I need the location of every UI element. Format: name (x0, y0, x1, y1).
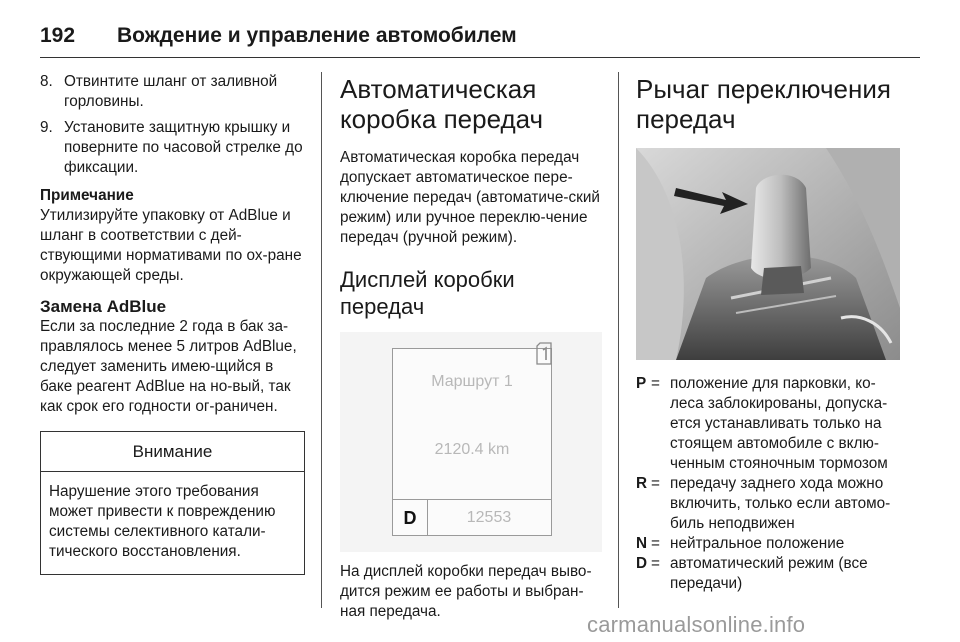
display-distance: 2120.4 km (434, 441, 510, 458)
note-text: Утилизируйте упаковку от AdBlue и шланг в соответствии с дей-ствующими нормативами по ох-ране окружающей среды. (40, 207, 302, 284)
note-title: Примечание (40, 187, 134, 204)
step-text: Отвинтите шланг от заливной горловины. (64, 73, 278, 110)
column-2 (340, 72, 602, 622)
figure-caption: На дисплей коробки передач выво-дится режим ее работы и выбран-ная передача. (340, 563, 592, 620)
display-screen (392, 348, 552, 536)
transmission-display-figure (340, 332, 602, 552)
column-1 (40, 72, 305, 575)
watermark: carmanualsonline.info (587, 612, 806, 637)
page-title: Вождение и управление автомобилем (117, 24, 517, 47)
page-indicator-icon (536, 342, 554, 366)
display-gear: D (393, 500, 428, 536)
intro-text: Автоматическая коробка передач допускает автоматическое пере-ключение передач (автоматиче-ский режим) или ручное переклю-чение передач (ручной режим). (340, 149, 600, 246)
list-item (636, 374, 900, 474)
page-header (40, 10, 920, 58)
step-number: 8. (40, 73, 53, 90)
gear-code: D (636, 555, 648, 572)
warning-title: Внимание (41, 432, 304, 472)
gear-desc: автоматический режим (все передачи) (670, 555, 868, 592)
section-heading: Автоматическая коробка передач (340, 74, 544, 134)
list-item (636, 474, 900, 534)
column-3 (636, 72, 900, 594)
display-route: Маршрут 1 (431, 373, 513, 390)
section-text: Если за последние 2 года в бак за-правлялось менее 5 литров AdBlue, следует заменить имею-щийся в баке реагент AdBlue на но-вый, так как срок его годности ог-раничен. (40, 318, 297, 415)
warning-text: Нарушение этого требования может привести к повреждению системы селективного катали-тического восстановления. (49, 483, 276, 560)
list-item (40, 118, 305, 178)
display-bottom-row (393, 499, 551, 536)
list-item (636, 554, 900, 594)
gear-eq: = (651, 555, 660, 572)
gear-desc: передачу заднего хода можно включить, только если автомо-биль неподвижен (670, 475, 891, 532)
section-heading: Рычаг переключения передач (636, 74, 891, 134)
gear-code: P (636, 375, 647, 392)
display-odometer: 12553 (466, 509, 512, 526)
subsection-heading: Дисплей коробки передач (340, 267, 515, 319)
section-title: Замена AdBlue (40, 297, 167, 316)
gear-code: N (636, 535, 648, 552)
gear-list (636, 374, 900, 594)
column-divider-1 (321, 72, 322, 608)
step-text: Установите защитную крышку и поверните по часовой стрелке до фиксации. (64, 119, 303, 176)
gear-eq: = (651, 475, 660, 492)
gear-desc: положение для парковки, ко-леса заблокированы, допуска-ется устанавливать только на стоящем автомобиле с вклю-ченным стояночным тормозом (670, 375, 888, 472)
list-item (636, 534, 900, 554)
list-item (40, 72, 305, 112)
gear-lever-photo (636, 148, 900, 360)
gear-eq: = (651, 375, 660, 392)
column-divider-2 (618, 72, 619, 608)
gear-desc: нейтральное положение (670, 535, 845, 552)
gear-eq: = (651, 535, 660, 552)
warning-box (40, 431, 305, 575)
gear-code: R (636, 475, 648, 492)
page-number: 192 (40, 24, 76, 47)
header-rule (40, 57, 920, 58)
step-number: 9. (40, 119, 53, 136)
